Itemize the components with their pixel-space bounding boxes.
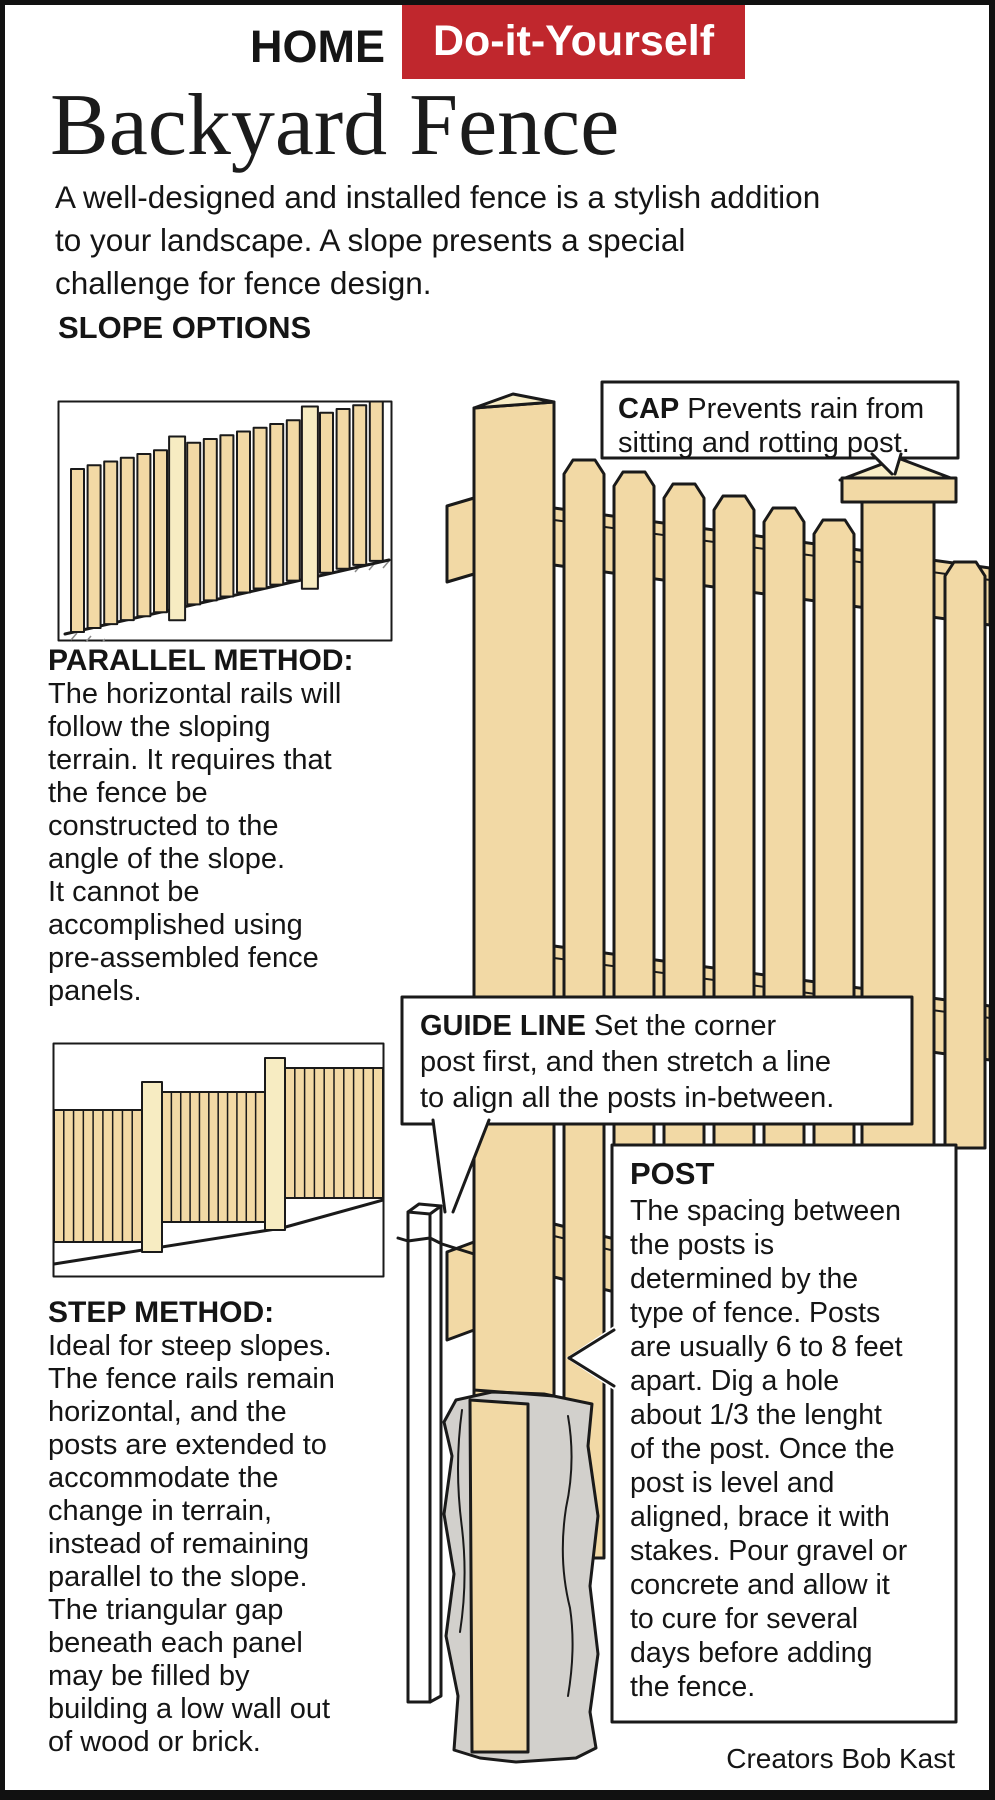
parallel-method-text [48, 644, 354, 1008]
text-line: the fence be [48, 777, 208, 809]
corner-post-face [474, 402, 554, 1408]
guide-line-callout-text [420, 1008, 906, 1116]
parallel-method-body [48, 678, 354, 1008]
text-line: change in terrain, [48, 1495, 273, 1527]
callout-line: sitting and rotting post. [618, 427, 910, 459]
picket [104, 462, 117, 625]
picket [220, 435, 233, 596]
picket [88, 465, 101, 628]
callout-line: post first, and then stretch a line [420, 1046, 832, 1078]
fence-post [169, 437, 185, 621]
text-line: panels. [48, 975, 142, 1007]
stake-side [430, 1206, 441, 1702]
text-line: days before adding [630, 1637, 873, 1669]
section-label: HOME [250, 21, 385, 72]
text-line: follow the sloping [48, 711, 271, 743]
text-line: the fence. [630, 1671, 756, 1703]
text-line: The spacing between [630, 1195, 901, 1227]
step-method-heading: STEP METHOD: [48, 1296, 275, 1329]
text-line: instead of remaining [48, 1528, 310, 1560]
callout-lead: POST [630, 1156, 715, 1191]
text-line: angle of the slope. [48, 843, 286, 875]
text-line: are usually 6 to 8 feet [630, 1331, 903, 1363]
credit-line: Creators Bob Kast [726, 1743, 955, 1774]
text-line: pre-assembled fence [48, 942, 319, 974]
text-line: stakes. Pour gravel or [630, 1535, 908, 1567]
buried-post [470, 1400, 528, 1752]
callout-line [420, 1008, 906, 1044]
callout-line: to align all the posts in-between. [420, 1082, 835, 1114]
step-method-text [48, 1296, 335, 1759]
callout-line-rest: Prevents rain from [687, 393, 925, 425]
picket [254, 428, 267, 589]
callout-lead: GUIDE LINE [420, 1010, 586, 1042]
text-line: the posts is [630, 1229, 775, 1261]
left-rail-stub-lower [447, 1242, 474, 1340]
text-line: Ideal for steep slopes. [48, 1330, 332, 1362]
text-line: accommodate the [48, 1462, 279, 1494]
text-line: of wood or brick. [48, 1726, 261, 1758]
picket [337, 409, 350, 569]
step-method-body [48, 1330, 335, 1759]
stake-front [408, 1212, 430, 1702]
fence-panel [54, 1110, 142, 1242]
fence-post [302, 407, 318, 589]
text-line: type of fence. Posts [630, 1297, 881, 1329]
intro-paragraph [55, 176, 820, 305]
text-line: apart. Dig a hole [630, 1365, 840, 1397]
parallel-method-heading: PARALLEL METHOD: [48, 644, 354, 677]
left-rail-stub-upper [447, 498, 474, 582]
parallel-method-diagram [57, 400, 393, 642]
picket [71, 469, 84, 632]
text-line: It cannot be [48, 876, 200, 908]
diy-badge [402, 4, 745, 79]
picket [121, 458, 134, 620]
page-title: Backyard Fence [50, 77, 620, 174]
post-cap-slab [842, 478, 956, 502]
text-line: The horizontal rails will [48, 678, 342, 710]
text-line: horizontal, and the [48, 1396, 287, 1428]
post-callout-text [630, 1154, 950, 1704]
post-footing [444, 1390, 598, 1762]
text-line: accomplished using [48, 909, 303, 941]
text-line: concrete and allow it [630, 1569, 890, 1601]
post-callout-body [630, 1194, 950, 1704]
text-line: terrain. It requires that [48, 744, 332, 776]
picket [353, 405, 366, 565]
text-line: of the post. Once the [630, 1433, 895, 1465]
text-line: challenge for fence design. [55, 265, 432, 301]
text-line: post is level and [630, 1467, 835, 1499]
corner-post [474, 394, 554, 1408]
diy-badge-label: Do-it-Yourself [432, 17, 715, 65]
picket [370, 402, 383, 561]
cap-callout-text [618, 392, 950, 460]
picket [154, 450, 167, 612]
text-line: to your landscape. A slope presents a special [55, 222, 686, 258]
picket [287, 420, 300, 580]
text-line: aligned, brace it with [630, 1501, 890, 1533]
callout-line-rest: Set the corner [594, 1010, 777, 1042]
text-line: determined by the [630, 1263, 859, 1295]
fence-panel [162, 1092, 265, 1222]
picket [204, 439, 217, 600]
callout-lead: CAP [618, 393, 680, 425]
picket [187, 443, 200, 605]
text-line: constructed to the [48, 810, 279, 842]
text-line: posts are extended to [48, 1429, 327, 1461]
text-line: beneath each panel [48, 1627, 303, 1659]
step-post [142, 1082, 162, 1252]
callout-line [618, 392, 950, 426]
text-line: to cure for several [630, 1603, 859, 1635]
text-line: about 1/3 the lenght [630, 1399, 882, 1431]
right-picket [945, 562, 985, 1148]
text-line: A well-designed and installed fence is a stylish addition [55, 179, 821, 215]
text-line: building a low wall out [48, 1693, 331, 1725]
step-method-diagram [52, 1042, 385, 1278]
picket [270, 424, 283, 585]
slope-options-heading: SLOPE OPTIONS [58, 310, 312, 345]
text-line: may be filled by [48, 1660, 250, 1692]
text-line: The fence rails remain [48, 1363, 335, 1395]
picket [237, 432, 250, 593]
text-line: The triangular gap [48, 1594, 284, 1626]
picket [320, 413, 333, 573]
text-line: parallel to the slope. [48, 1561, 308, 1593]
picket [137, 454, 150, 616]
step-post [265, 1058, 285, 1230]
